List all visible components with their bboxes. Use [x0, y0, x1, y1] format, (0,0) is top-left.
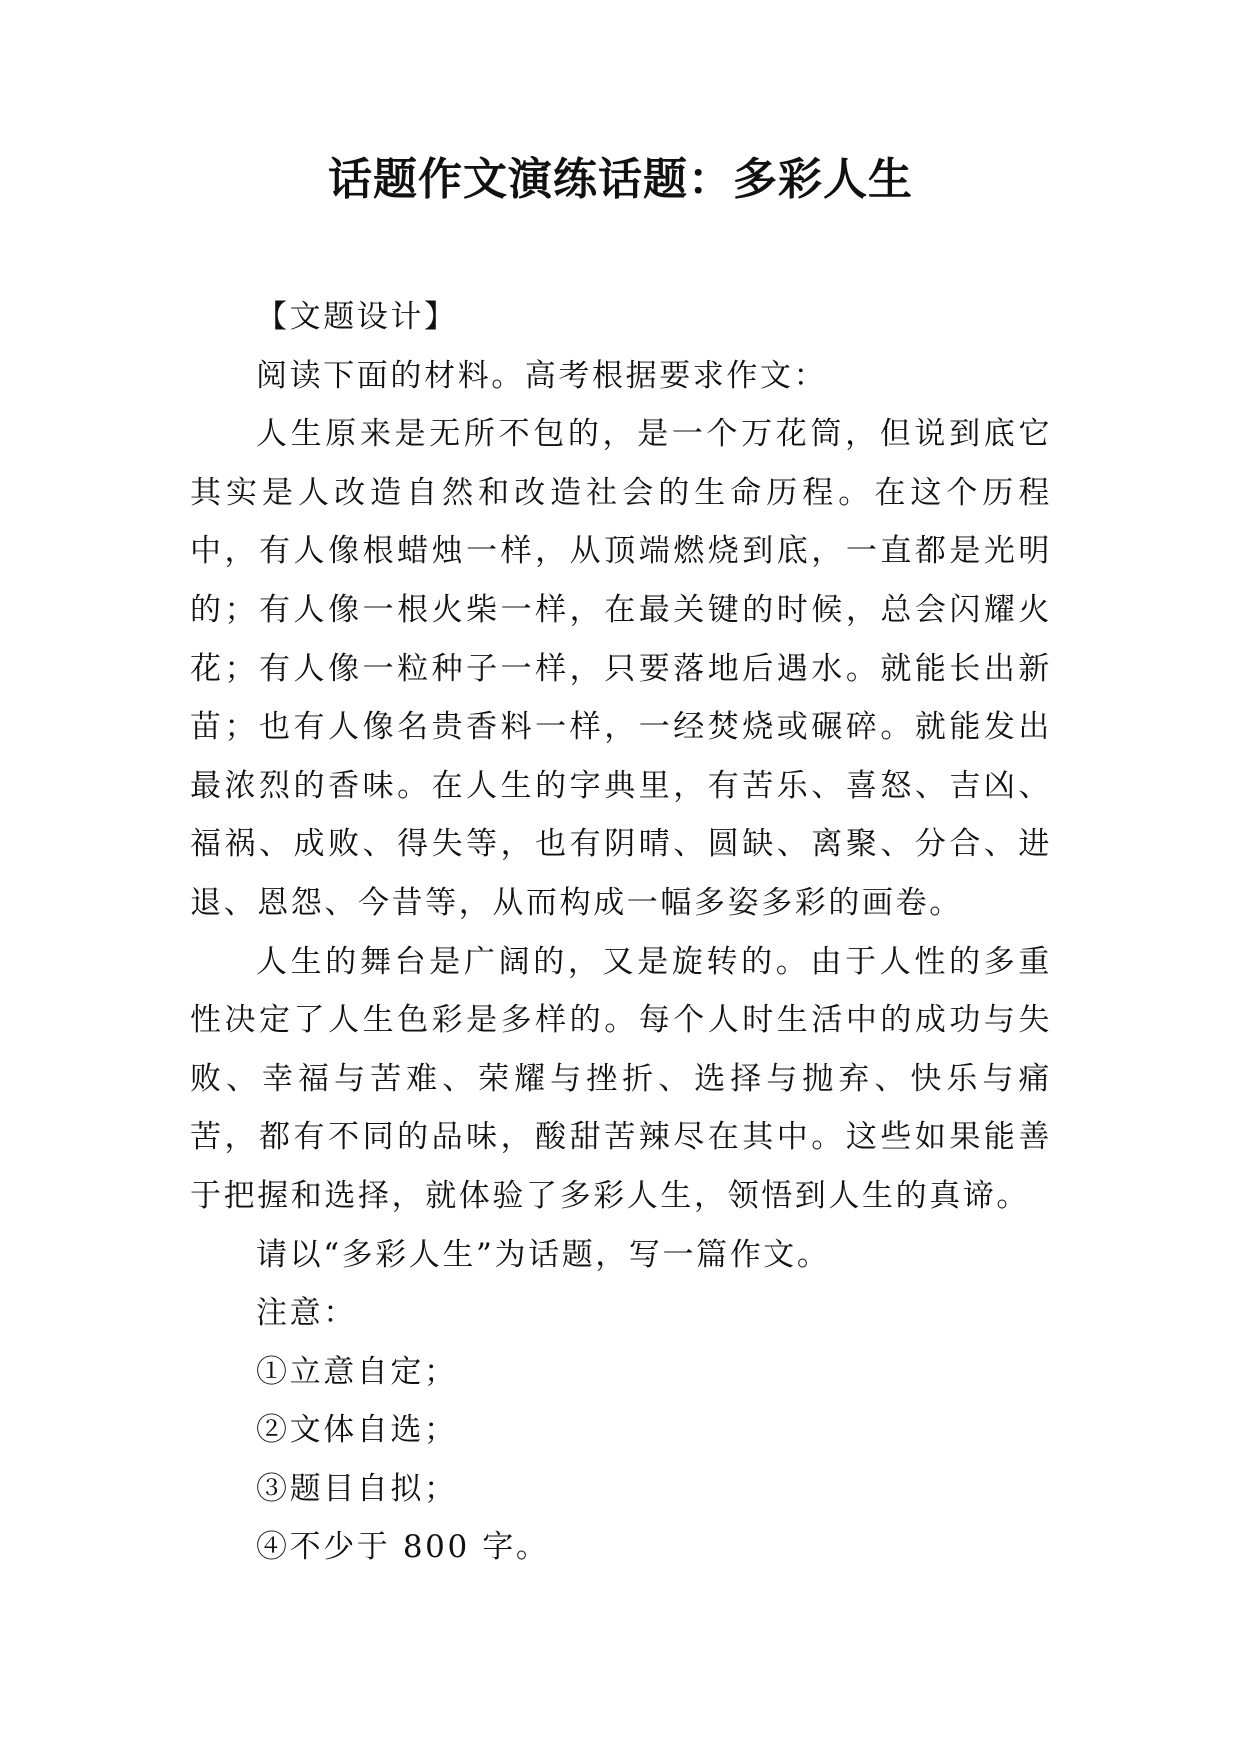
intro-line: 阅读下面的材料。高考根据要求作文： [256, 357, 828, 394]
material-paragraph-2: 人生的舞台是广阔的，又是旋转的。由于人性的多重性决定了人生色彩是多样的。每个人时生活中的成功与失败、幸福与苦难、荣耀与挫折、选择与抛弃、快乐与痛苦，都有不同的品味，酸甜苦辣尽在其中。这些如果能善于把握和选择，就体验了多彩人生，领悟到人生的真谛。 [190, 943, 1052, 1214]
document-body [190, 288, 1052, 1577]
requirement-item: ②文体自选； [256, 1412, 458, 1449]
notice-label: 注意： [256, 1295, 357, 1332]
material-paragraph-1: 人生原来是无所不包的，是一个万花筒，但说到底它其实是人改造自然和改造社会的生命历程。在这个历程中，有人像根蜡烛一样，从顶端燃烧到底，一直都是光明的；有人像一根火柴一样，在最关键的时候，总会闪耀火花；有人像一粒种子一样，只要落地后遇水。就能长出新苗；也有人像名贵香料一样，一经焚烧或碾碎。就能发出最浓烈的香味。在人生的字典里，有苦乐、喜怒、吉凶、福祸、成败、得失等，也有阴晴、圆缺、离聚、分合、进退、恩怨、今昔等，从而构成一幅多姿多彩的画卷。 [190, 416, 1052, 921]
section-heading: 【文题设计】 [256, 299, 458, 335]
requirement-item: ①立意自定； [256, 1353, 458, 1390]
document-title: 话题作文演练话题：多彩人生 [328, 154, 913, 205]
requirement-item: ③题目自拟； [256, 1470, 458, 1507]
writing-task: 请以“多彩人生”为话题，写一篇作文。 [256, 1236, 831, 1273]
requirement-item: ④不少于 800 字。 [256, 1529, 550, 1566]
